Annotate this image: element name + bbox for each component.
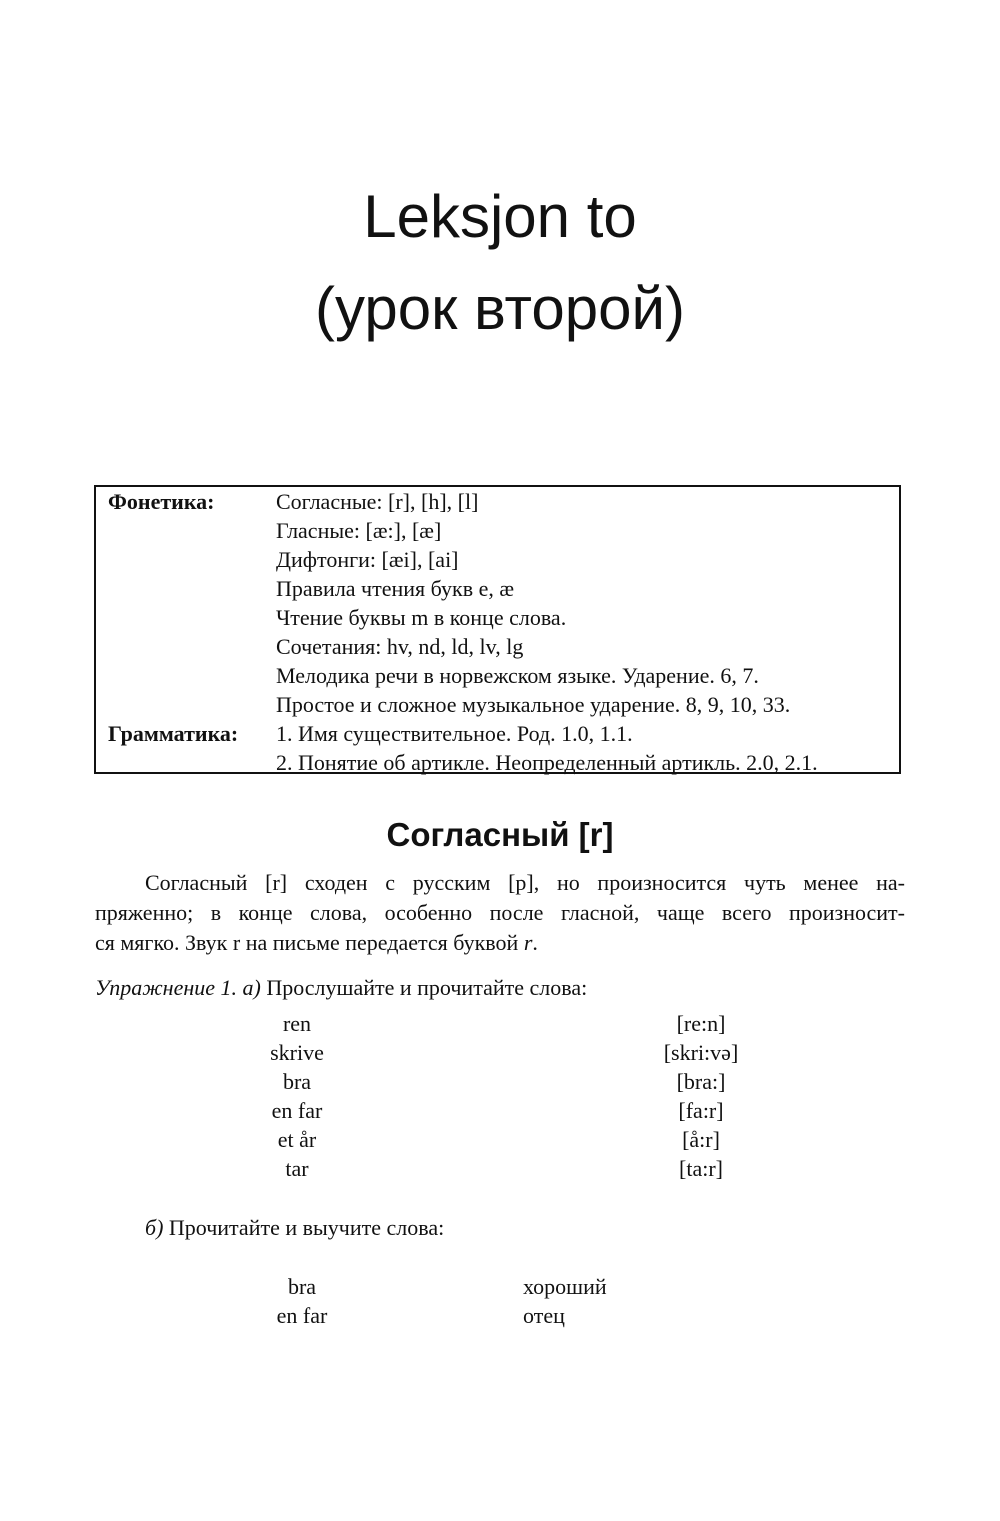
vocab-row <box>0 1301 1000 1330</box>
paragraph-letter: r <box>523 930 533 955</box>
transcription: [fa:r] <box>678 1098 724 1123</box>
transcription: [skri:və] <box>663 1040 739 1065</box>
word: ren <box>282 1011 312 1036</box>
word-row <box>0 1096 1000 1125</box>
transcription: [re:n] <box>676 1011 726 1036</box>
grammar-item: 1. Имя существительное. Род. 1.0, 1.1. <box>276 721 633 746</box>
phonetics-item: Мелодика речи в норвежском языке. Ударение. 6, 7. <box>276 663 759 688</box>
paragraph-line: Согласный [r] сходен с русским [р], но произносится чуть менее на- <box>145 870 905 895</box>
word: et år <box>277 1127 317 1152</box>
word-row <box>0 1038 1000 1067</box>
word: bra <box>282 1069 312 1094</box>
vocab-word: bra <box>287 1274 317 1299</box>
phonetics-item: Сочетания: hv, nd, ld, lv, lg <box>276 634 524 659</box>
transcription: [å:r] <box>682 1127 720 1152</box>
sub-exercise-text: Прочитайте и выучите слова: <box>163 1215 445 1240</box>
vocab-row <box>0 1272 1000 1301</box>
vocab-translation: отец <box>523 1303 565 1328</box>
sub-exercise-instruction <box>145 1213 444 1243</box>
vocabulary-list <box>0 1272 1000 1330</box>
transcription: [bra:] <box>676 1069 726 1094</box>
phonetics-item: Правила чтения букв e, æ <box>276 576 515 601</box>
section-heading: Согласный [r] <box>386 816 614 853</box>
paragraph-line: ся мягко. Звук r на письме передается буквой r. <box>95 930 538 955</box>
exercise-text: Прослушайте и прочитайте слова: <box>260 975 588 1000</box>
word-row <box>0 1067 1000 1096</box>
exercise-word-list <box>0 1009 1000 1183</box>
phonetics-item: Согласные: [r], [h], [l] <box>276 489 479 514</box>
word: skrive <box>270 1040 324 1065</box>
word-row <box>0 1154 1000 1183</box>
vocab-translation: хороший <box>523 1274 607 1299</box>
phonetics-item: Чтение буквы m в конце слова. <box>276 605 567 630</box>
transcription: [ta:r] <box>679 1156 723 1181</box>
word: tar <box>285 1156 309 1181</box>
word-row <box>0 1125 1000 1154</box>
phonetics-item: Гласные: [æ:], [æ] <box>276 518 442 543</box>
exercise-label: Упражнение 1. а) <box>95 975 261 1000</box>
phonetics-label: Фонетика: <box>108 489 215 514</box>
lesson-summary-box <box>94 485 901 774</box>
paragraph-line: пряженно; в конце слова, особенно после гласной, чаще всего произносит- <box>95 900 905 925</box>
phonetics-item: Простое и сложное музыкальное ударение. 8, 9, 10, 33. <box>276 692 791 717</box>
vocab-word: en far <box>276 1303 328 1328</box>
exercise-instruction <box>95 973 587 1003</box>
phonetics-item: Дифтонги: [æi], [ai] <box>276 547 459 572</box>
grammar-item: 2. Понятие об артикле. Неопределенный артикль. 2.0, 2.1. <box>276 750 818 775</box>
word-row <box>0 1009 1000 1038</box>
sub-exercise-label: б) <box>145 1215 164 1240</box>
lesson-title: Leksjon to <box>363 183 637 250</box>
grammar-label: Грамматика: <box>108 721 239 746</box>
lesson-subtitle: (урок второй) <box>315 275 685 342</box>
section-paragraph <box>95 868 905 958</box>
word: en far <box>271 1098 323 1123</box>
